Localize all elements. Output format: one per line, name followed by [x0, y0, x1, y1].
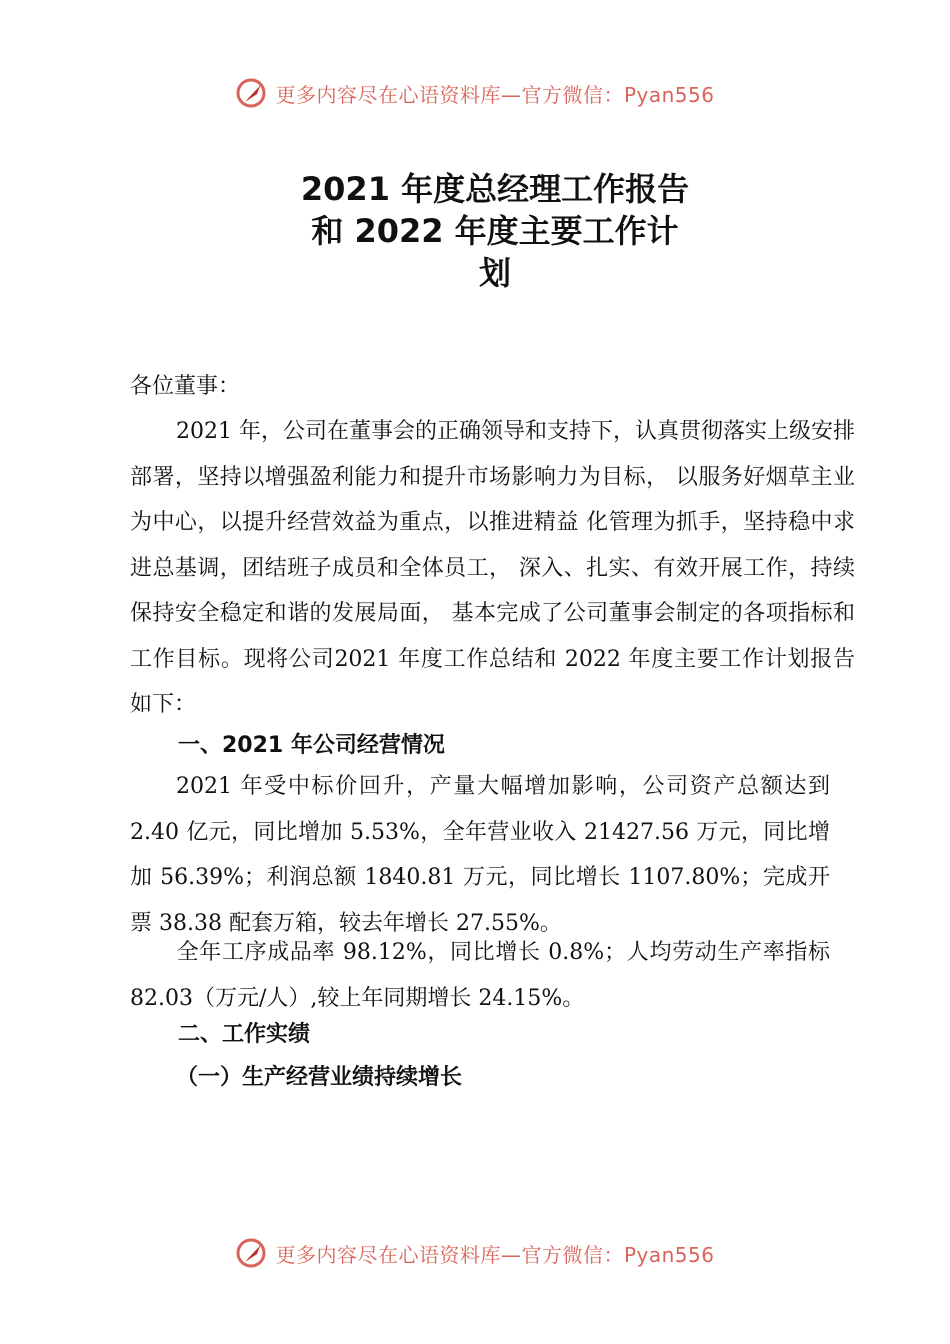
title-line-1: 2021 年度总经理工作报告	[300, 170, 690, 208]
section-1-paragraph-1	[130, 764, 830, 946]
title-line-2: 和 2022 年度主要工作计	[311, 212, 679, 250]
section-1-paragraph-2	[130, 930, 830, 1021]
watermark-text: 更多内容尽在心语资料库—官方微信：Pyan556	[275, 82, 715, 107]
intro-paragraph	[130, 409, 855, 728]
section-1-heading: 一、2021 年公司经营情况	[178, 733, 445, 758]
watermark-text: 更多内容尽在心语资料库—官方微信：Pyan556	[275, 1242, 715, 1267]
quill-pen-logo-icon	[235, 1236, 269, 1270]
document-title	[0, 168, 950, 294]
section-1-paragraph-2-text: 全年工序成品率 98.12%，同比增长 0.8%；人均劳动生产率指标 82.03（万元/人）,较上年同期增长 24.15%。	[130, 940, 830, 1011]
quill-pen-logo-icon	[235, 76, 269, 110]
section-2-heading: 二、工作实绩	[178, 1022, 311, 1047]
title-line-3: 划	[478, 254, 511, 292]
intro-text: 2021 年，公司在董事会的正确领导和支持下，认真贯彻落实上级安排部署，坚持以增强盈利能力和提升市场影响力为目标， 以服务好烟草主业为中心，以提升经营效益为重点，以推进精益 化管理为抓手，坚持稳中求进总基调，团结班子成员和全体员工， 深入、扎实、有效开展工作，持续保持安全稳定和谐的发展局面， 基本完成了公司董事会制定的各项指标和工作目标。现将公司2021 年度工作总结和 2022 年度主要工作计划报告如下：	[130, 419, 855, 717]
watermark-top	[0, 73, 950, 113]
section-1-paragraph-1-text: 2021 年受中标价回升，产量大幅增加影响，公司资产总额达到 2.40 亿元，同比增加 5.53%，全年营业收入 21427.56 万元，同比增加 56.39%；利润总额 1840.81 万元，同比增长 1107.80%；完成开票 38.38 配套万箱，较去年增长 27.55%。	[130, 774, 830, 936]
greeting: 各位董事：	[130, 374, 241, 399]
section-2-subheading-1: （一）生产经营业绩持续增长	[176, 1065, 463, 1090]
watermark-bottom	[0, 1233, 950, 1273]
